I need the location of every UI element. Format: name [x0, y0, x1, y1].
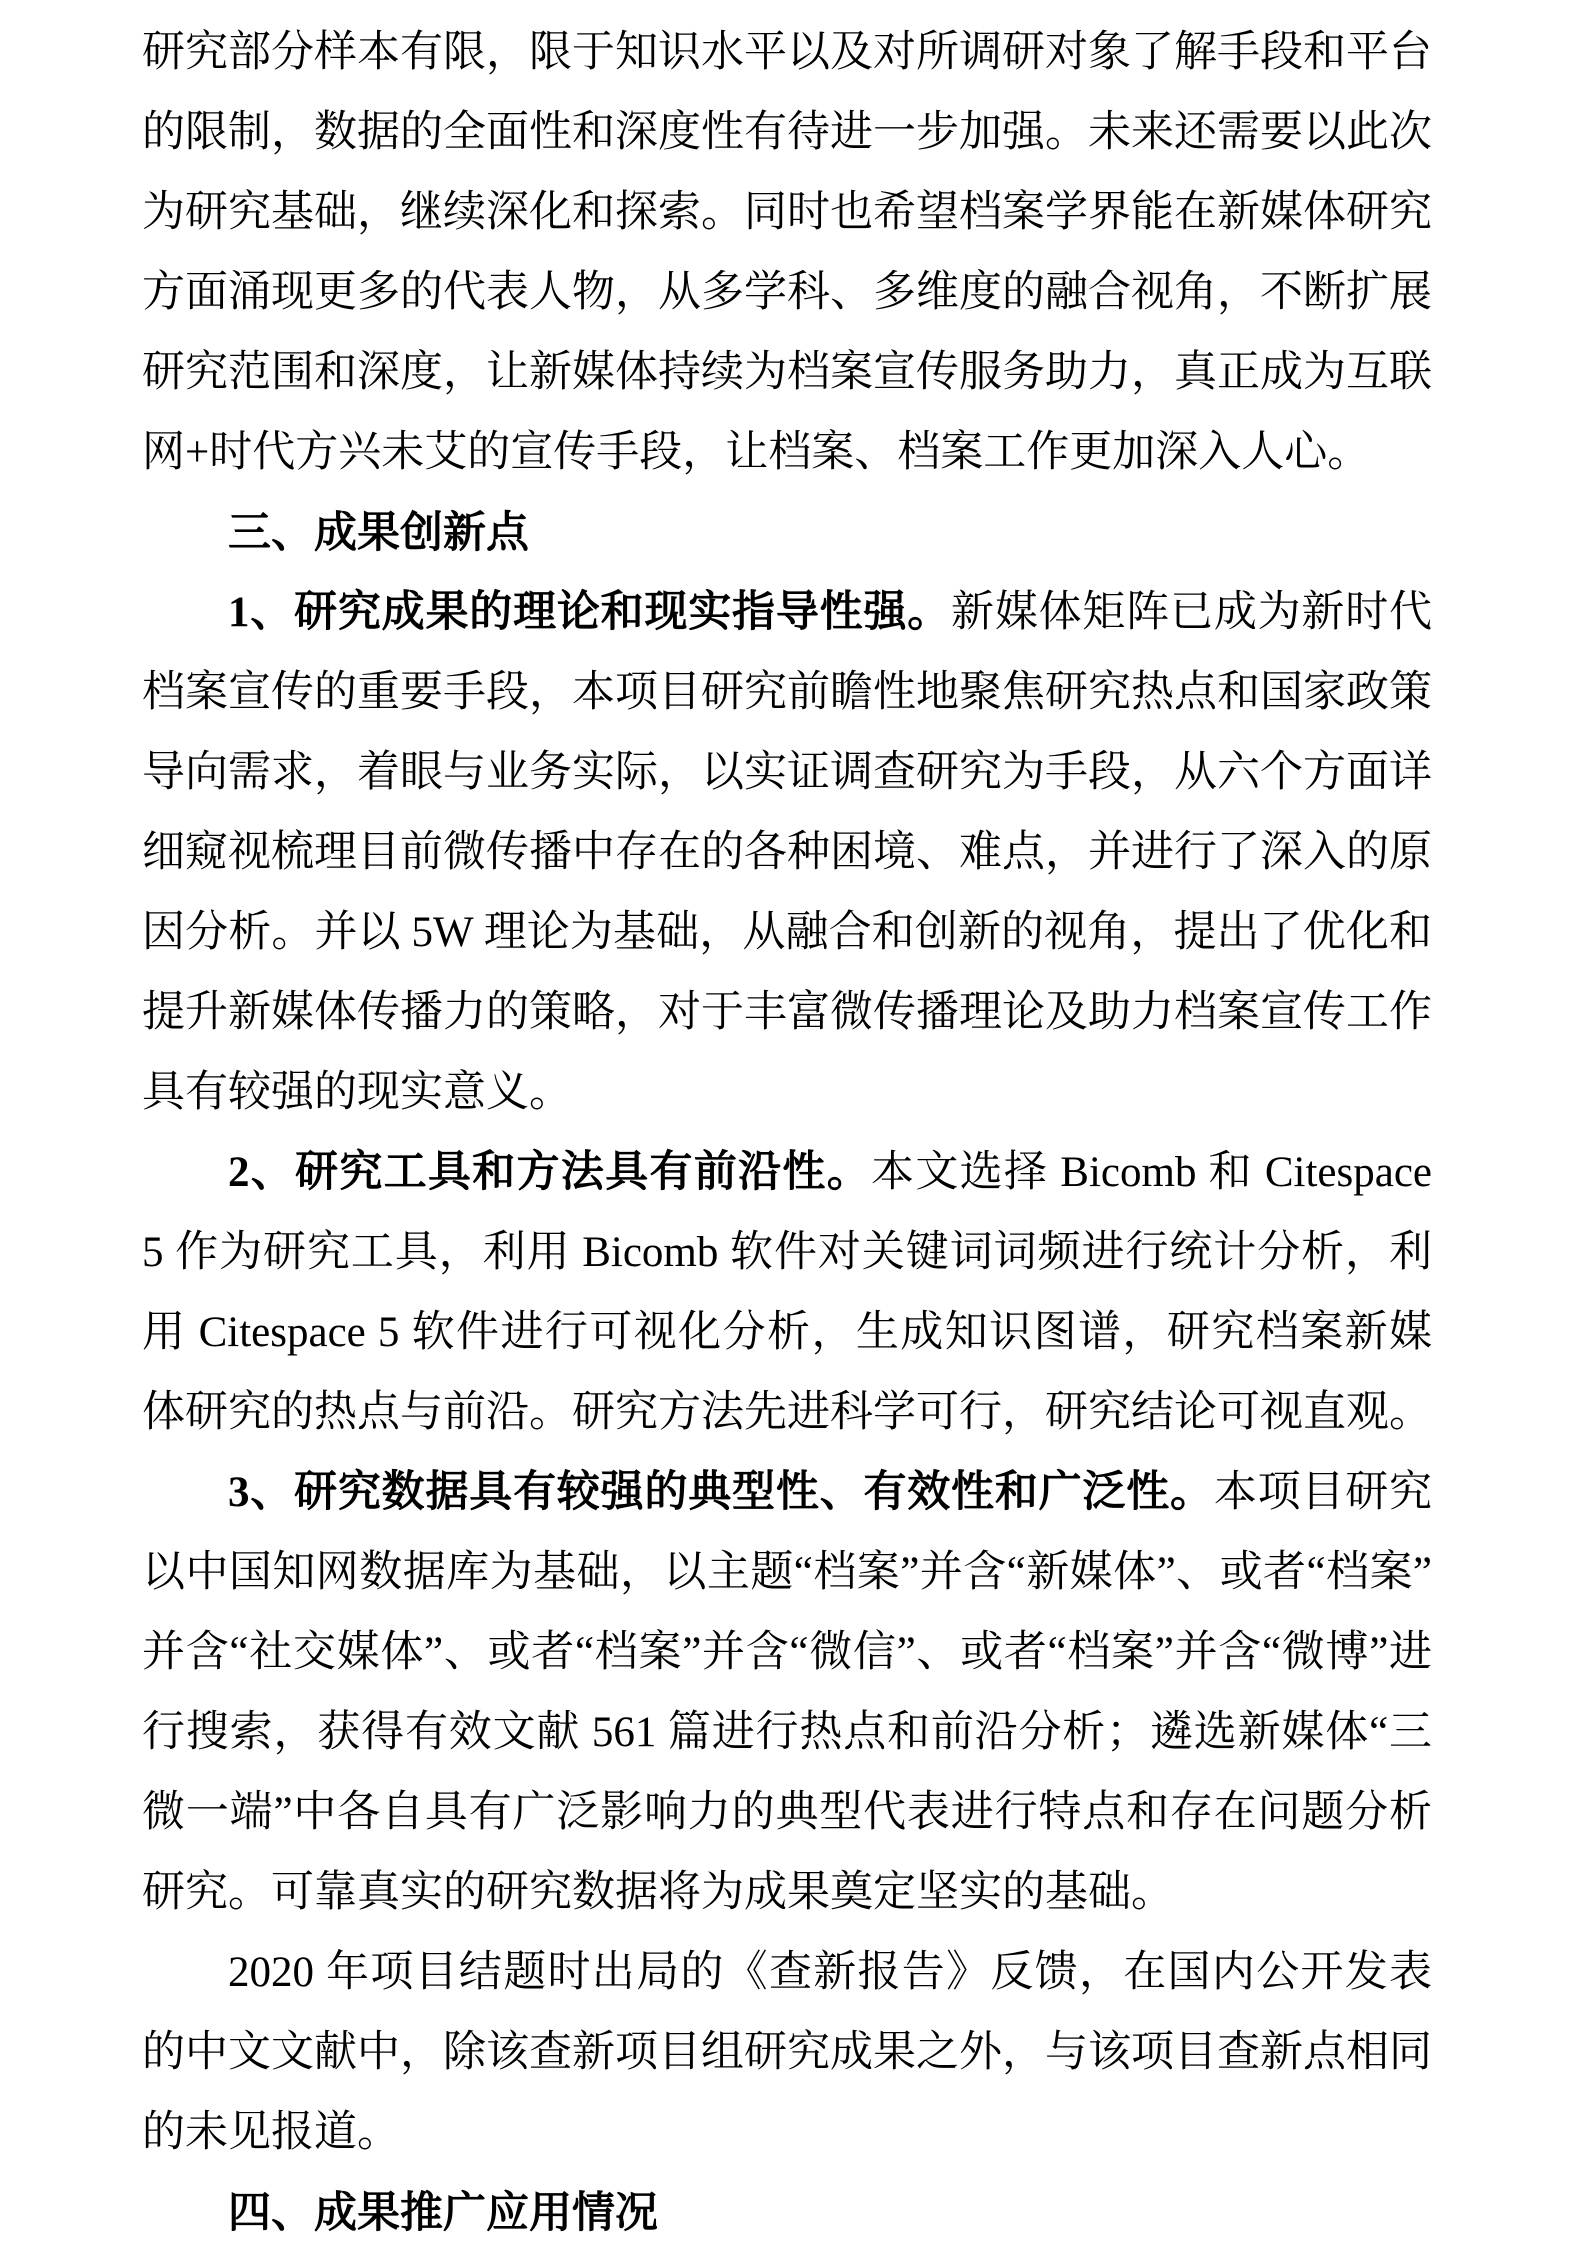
- numbered-point-lead-3: 3、研究数据具有较强的典型性、有效性和广泛性。: [228, 1469, 1214, 1516]
- numbered-point-lead-1: 1、研究成果的理论和现实指导性强。: [228, 589, 952, 636]
- paragraph-novelty-report: 2020 年项目结题时出局的《查新报告》反馈，在国内公开发表的中文文献中，除该查新项目组研究成果之外，与该项目查新点相同的未见报道。: [142, 1949, 1432, 2156]
- paragraph-innovation-point-1: [142, 573, 1432, 1133]
- numbered-point-text-2: 本文选择 Bicomb 和 Citespace 5 作为研究工具，利用 Bicomb 软件对关键词词频进行统计分析，利用 Citespace 5 软件进行可视化分析，生成知识图谱，研究档案新媒体研究的热点与前沿。研究方法先进科学可行，研究结论可视直观。: [142, 1149, 1433, 1436]
- paragraph-innovation-point-3: [142, 1453, 1432, 1933]
- section-heading-innovation-points: 三、成果创新点: [228, 509, 529, 557]
- numbered-point-lead-2: 2、研究工具和方法具有前沿性。: [228, 1149, 872, 1196]
- numbered-point-text-3: 本项目研究以中国知网数据库为基础，以主题“档案”并含“新媒体”、或者“档案”并含“社交媒体”、或者“档案”并含“微信”、或者“档案”并含“微博”进行搜索，获得有效文献 561 篇进行热点和前沿分析；遴选新媒体“三微一端”中各自具有广泛影响力的典型代表进行特点和存在问题分析研究。可靠真实的研究数据将为成果奠定坚实的基础。: [142, 1469, 1433, 1916]
- paragraph-conclusion-continued: 研究部分样本有限，限于知识水平以及对所调研对象了解手段和平台的限制，数据的全面性和深度性有待进一步加强。未来还需要以此次为研究基础，继续深化和探索。同时也希望档案学界能在新媒体研究方面涌现更多的代表人物，从多学科、多维度的融合视角，不断扩展研究范围和深度，让新媒体持续为档案宣传服务助力，真正成为互联网+时代方兴未艾的宣传手段，让档案、档案工作更加深入人心。: [142, 29, 1432, 476]
- section-heading-application: 四、成果推广应用情况: [228, 2189, 658, 2237]
- paragraph-innovation-point-2: [142, 1133, 1432, 1453]
- numbered-point-text-1: 新媒体矩阵已成为新时代档案宣传的重要手段，本项目研究前瞻性地聚焦研究热点和国家政策导向需求，着眼与业务实际，以实证调查研究为手段，从六个方面详细窥视梳理目前微传播中存在的各种困境、难点，并进行了深入的原因分析。并以 5W 理论为基础，从融合和创新的视角，提出了优化和提升新媒体传播力的策略，对于丰富微传播理论及助力档案宣传工作具有较强的现实意义。: [142, 589, 1433, 1116]
